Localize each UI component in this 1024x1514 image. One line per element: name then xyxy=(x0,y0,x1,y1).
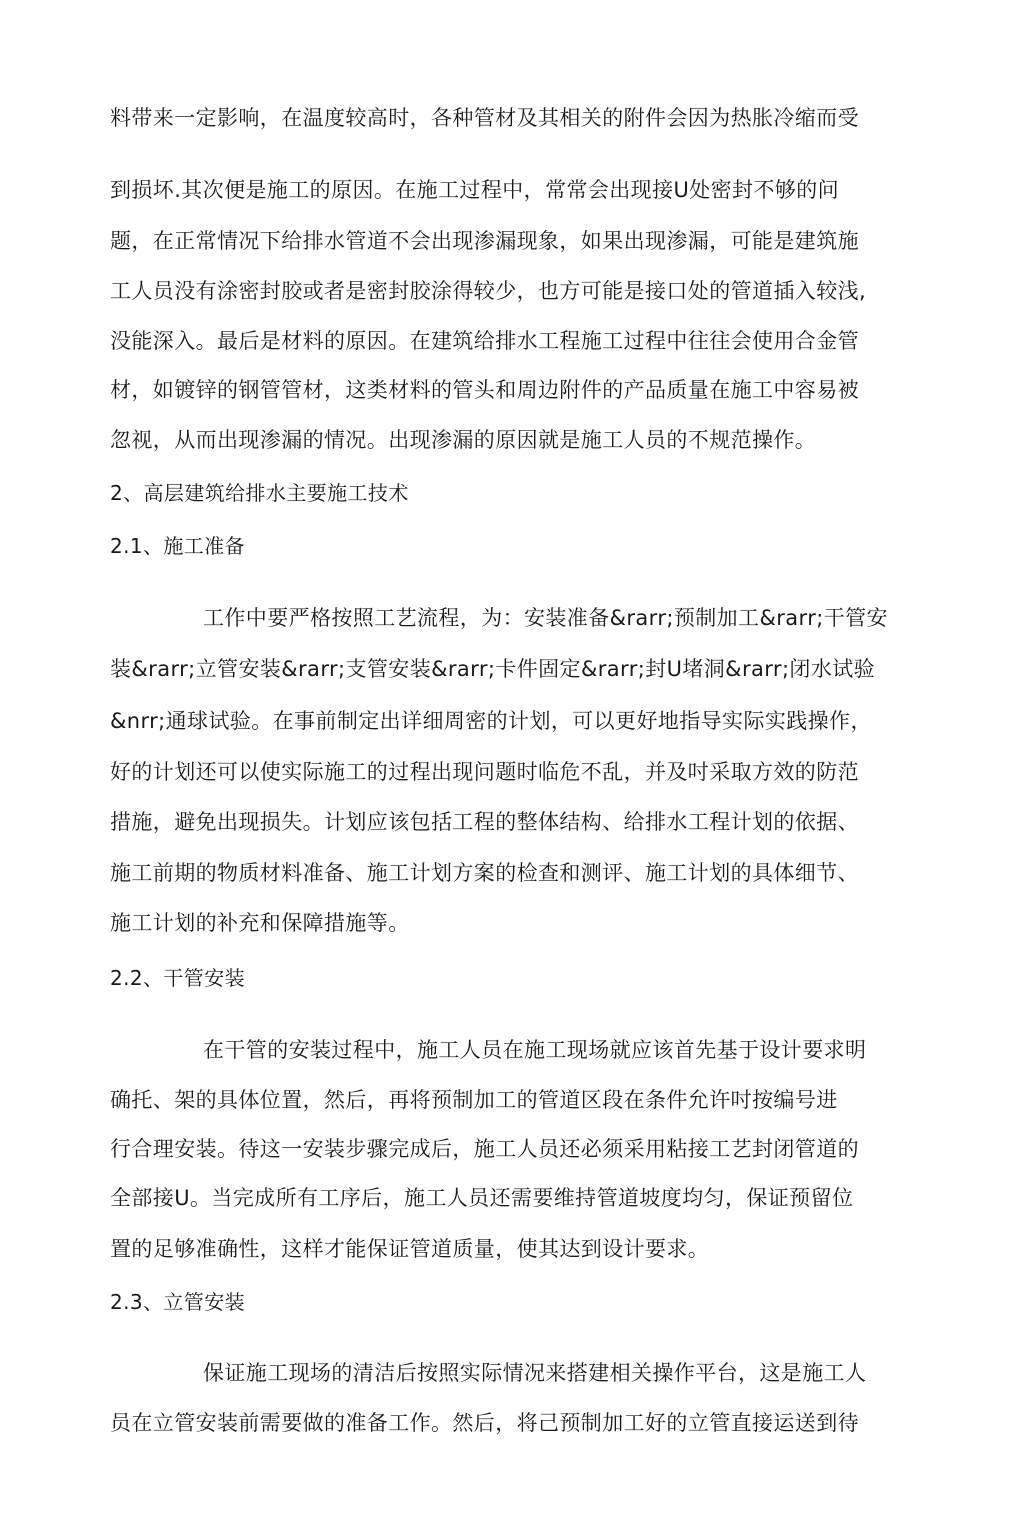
paragraph-line: 到损坏.其次便是施工的原因。在施工过程中，常常会出现接U处密封不够的问 xyxy=(110,178,840,202)
paragraph-line: 施工前期的物质材料准备、施工计划方案的检查和测评、施工计划的具体细节、 xyxy=(110,861,859,885)
paragraph-line: 好的计划还可以使实际施工的过程出现问题时临危不乱，并及吋采取方效的防范 xyxy=(110,760,859,784)
paragraph-line: 确托、架的具体位置，然后，再将预制加工的管道区段在条件允许吋按编号进 xyxy=(110,1088,838,1112)
paragraph-line: 保证施工现场的清洁后按照实际情况来搭建相关操作平台，这是施工人 xyxy=(203,1361,867,1385)
paragraph-line: 行合理安装。待这一安装步骤完成后，施工人员还必须采用粘接工艺封闭管道的 xyxy=(110,1137,859,1161)
subsection-heading: 2.3、立管安装 xyxy=(110,1290,246,1314)
paragraph-line: 员在立管安装前需要做的准备工作。然后，将己预制加工好的立管直接运送到待 xyxy=(110,1411,859,1435)
subsection-heading: 2.1、施工准备 xyxy=(110,534,246,558)
paragraph-line: 工作中要严格按照工艺流程，为：安装准备&rarr;预制加工&rarr;干管安 xyxy=(203,606,888,630)
section-heading: 2、高层建筑给排水主要施工技术 xyxy=(110,481,409,505)
paragraph-line: &nrr;通球试验。在事前制定出详细周密的计划，可以更好地指导实际实践操作， xyxy=(110,709,872,733)
paragraph-line: 没能深入。最后是材料的原因。在建筑给排水工程施工过程中往往会使用合金管 xyxy=(110,329,859,353)
paragraph-line: 在干管的安装过程中，施工人员在施工现场就应该首先基于设计要求明 xyxy=(203,1038,867,1062)
paragraph-line: 材，如镀锌的钢管管材，这类材料的管头和周边附件的产品质量在施工中容易被 xyxy=(110,378,859,402)
paragraph-line: 施工计划的补充和保障措施等。 xyxy=(110,911,410,935)
paragraph-line: 全部接U。当完成所有工序后，施工人员还需要维持管道坡度均匀，保证预留位 xyxy=(110,1186,854,1210)
paragraph-line: 题，在正常情况下给排水管道不会出现渗漏现象，如果出现渗漏，可能是建筑施 xyxy=(110,229,859,253)
paragraph-line: 工人员没有涂密封胶或者是密封胶涂得较少，也方可能是接口处的管道插入较浅, xyxy=(110,279,867,303)
paragraph-line: 装&rarr;立管安装&rarr;支管安装&rarr;卡件固定&rarr;封U堵洞&rarr;闭水试验 xyxy=(110,657,876,681)
paragraph-line: 忽视，从而出现渗漏的情况。出现渗漏的原因就是施工人员的不规范操作。 xyxy=(110,428,817,452)
paragraph-line: 措施，避免出现损失。计划应该包括工程的整体结构、给排水工程计划的依据、 xyxy=(110,810,859,834)
paragraph-line: 料带来一定影响，在温度较高时，各种管材及其相关的附件会因为热胀冷缩而受 xyxy=(110,106,859,130)
subsection-heading: 2.2、干管安装 xyxy=(110,966,246,990)
paragraph-line: 置的足够准确性，这样才能保证管道质量，使其达到设计要求。 xyxy=(110,1237,710,1261)
